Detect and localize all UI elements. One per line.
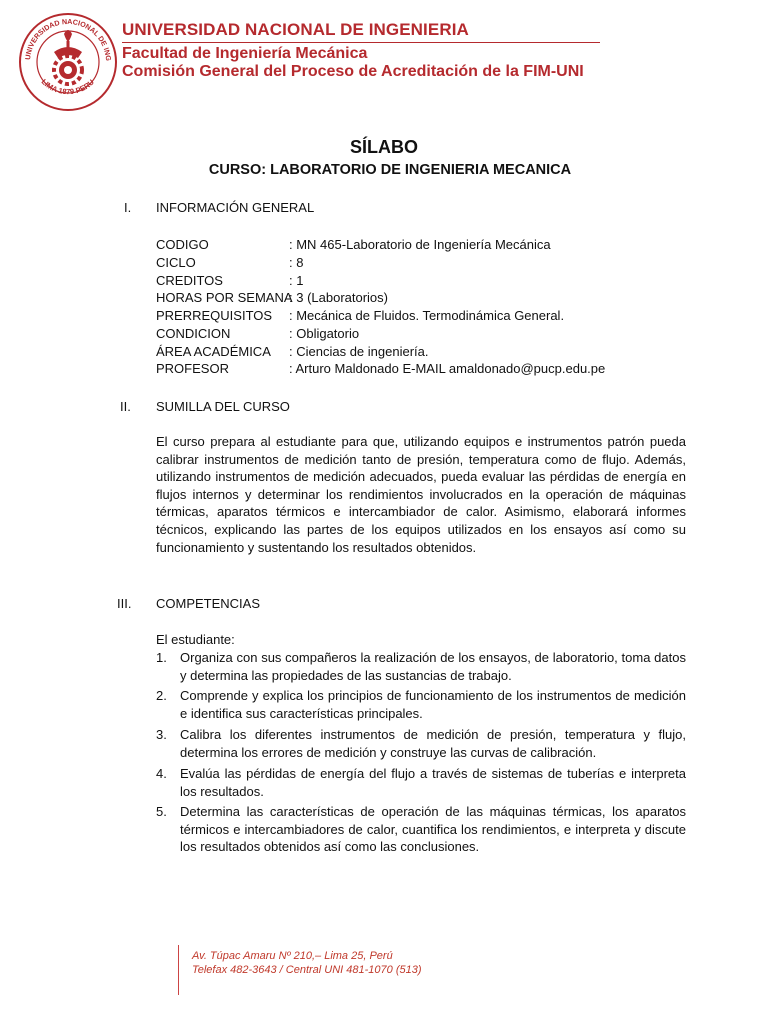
gear-icon [54, 56, 82, 84]
faculty-name: Facultad de Ingeniería Mecánica [122, 45, 368, 62]
header-divider [122, 42, 600, 43]
course-title: CURSO: LABORATORIO DE INGENIERIA MECANICA [208, 162, 572, 178]
document-title: SÍLABO [349, 137, 418, 157]
section-1-number: I. [124, 200, 132, 215]
info-value: : Ciencias de ingeniería. [289, 344, 429, 359]
list-text: Calibra los diferentes instrumentos de medición de presión, temperatura y flujo, determina los errores de medición y construye las curvas de calibración. [180, 727, 686, 760]
list-text: Determina las características de operación de las máquinas térmicas, los aparatos térmicos e intercambiadores de calor, cuantifica los rendimientos, e interpreta y discute los resultados obtenidos así como las conclusiones. [180, 804, 686, 855]
info-value: : 3 (Laboratorios) [289, 290, 388, 305]
info-row [156, 326, 359, 341]
info-row [156, 308, 564, 323]
info-row [156, 344, 428, 359]
university-name: UNIVERSIDAD NACIONAL DE INGENIERIA [122, 20, 469, 39]
footer-phone: Telefax 482-3643 / Central UNI 481-1070 (513) [192, 964, 422, 976]
commission-name: Comisión General del Proceso de Acreditación de la FIM-UNI [122, 63, 584, 80]
section-2-title: SUMILLA DEL CURSO [156, 399, 290, 414]
list-item [156, 765, 686, 800]
competencies-intro: El estudiante: [156, 632, 235, 647]
section-1-title: INFORMACIÓN GENERAL [156, 200, 315, 215]
section-3-title: COMPETENCIAS [156, 596, 261, 611]
info-key: CICLO [156, 255, 196, 270]
list-number: 4. [156, 766, 167, 781]
list-number: 1. [156, 650, 167, 665]
info-key: PROFESOR [156, 361, 229, 376]
info-key: ÁREA ACADÉMICA [156, 344, 271, 359]
info-row [156, 361, 605, 376]
info-key: CODIGO [156, 237, 209, 252]
info-value: : Arturo Maldonado E-MAIL amaldonado@pucp.edu.pe [289, 361, 606, 376]
info-value: : Mecánica de Fluidos. Termodinámica General. [289, 308, 565, 323]
info-value: : MN 465-Laboratorio de Ingeniería Mecánica [289, 237, 551, 252]
list-item [156, 803, 686, 856]
list-number: 5. [156, 804, 167, 819]
info-row [156, 237, 551, 252]
section-2-number: II. [120, 399, 131, 414]
info-key: CONDICION [156, 326, 231, 341]
info-value: : 1 [289, 273, 304, 288]
seal-ring-text: UNIVERSIDAD NACIONAL DE ING [23, 16, 114, 62]
svg-text:LIMA 1879 PERU [40, 77, 96, 96]
footer-address: Av. Túpac Amaru Nº 210,– Lima 25, Perú [192, 950, 393, 962]
list-number: 2. [156, 688, 167, 703]
list-number: 3. [156, 727, 167, 742]
list-item [156, 726, 686, 761]
section-3-number: III. [117, 596, 132, 611]
info-key: CREDITOS [156, 273, 223, 288]
seal-bottom-text: LIMA 1879 PERU [39, 77, 96, 97]
info-key: HORAS POR SEMANA [156, 290, 293, 305]
list-text: Organiza con sus compañeros la realización de los ensayos, de laboratorio, toma datos y determina las propiedades de las sustancias de trabajo. [180, 650, 686, 683]
footer-divider [178, 945, 179, 995]
university-seal-logo [18, 12, 118, 112]
torch-icon [54, 30, 82, 58]
info-value: : Obligatorio [289, 326, 360, 341]
info-value: : 8 [289, 255, 304, 270]
list-item [156, 687, 686, 722]
info-key: PRERREQUISITOS [156, 308, 273, 323]
list-text: Comprende y explica los principios de funcionamiento de los instrumentos de medición e identifica sus características principales. [180, 688, 686, 721]
list-item [156, 649, 686, 684]
list-text: Evalúa las pérdidas de energía del flujo a través de sistemas de tuberías e interpreta los resultados. [180, 766, 686, 799]
course-summary-paragraph: El curso prepara al estudiante para que, utilizando equipos e instrumentos patrón pueda calibrar instrumentos de medición tanto de presión, temperatura como de flujo. Además, utilizando instrumentos de medición adecuados, pueda evaluar las pérdidas de energía en flujos internos y determinar los rendimientos involucrados en la operación de máquinas térmicas, aparatos térmicos e intercambiador de calor. Asimismo, elaborará informes técnicos, explicando las partes de los equipos utilizados en los ensayos así como su funcionamiento y sustentando los resultados obtenidos. [156, 434, 686, 555]
info-row [156, 273, 303, 288]
info-row [156, 290, 388, 305]
info-row [156, 255, 303, 270]
